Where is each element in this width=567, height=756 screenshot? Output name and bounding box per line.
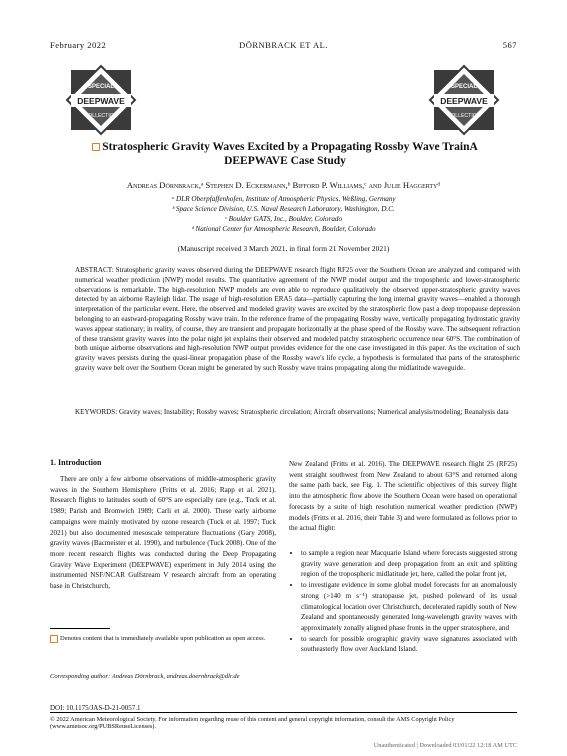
title-line-2: DEEPWAVE Case Study <box>224 155 346 167</box>
badge-special-text: SPECIAL <box>450 84 478 90</box>
doi[interactable]: DOI: 10.1175/JAS-D-21-0057.1 <box>50 704 141 712</box>
affiliation-a: ᵃ DLR Oberpfaffenhofen, Institute of Atmospheric Physics, Weßling, Germany <box>171 195 396 203</box>
article-title <box>70 140 500 168</box>
badge-collection-text: COLLECTION <box>447 113 481 119</box>
deepwave-collection-badge-right <box>428 64 500 136</box>
affiliation-b: ᵇ Space Science Division, U.S. Naval Research Laboratory, Washington, D.C. <box>172 205 395 213</box>
objective-item: • to search for possible orographic gravity wave signatures associated with southeasterly flow over Auckland Island. <box>301 634 517 655</box>
open-access-icon <box>92 143 100 151</box>
footnote-rule <box>50 628 110 629</box>
badge-special-text: SPECIAL <box>87 84 115 90</box>
keywords: KEYWORDS: Gravity waves; Instability; Rossby waves; Stratospheric circulation; Aircraft observations; Numerical analysis/modeling; Reanalysis data <box>75 408 509 416</box>
copyright-notice: © 2022 American Meteorological Society. For information regarding reuse of this content and general copyright information, consult the AMS Copyright Policy (www.ametsoc.org/PUBSReuseLicenses). <box>50 716 455 730</box>
running-head-date: February 2022 <box>50 40 107 50</box>
abstract: ABSTRACT: Stratospheric gravity waves observed during the DEEPWAVE research flight RF25 over the Southern Ocean are analyzed and compared with numerical weather prediction (NWP) model results. The quantitative agreement of the NWP model output and the tropospheric and lower-stratospheric observations is remarkable. The high-resolution NWP models are even able to reproduce qualitatively the observed upper-stratospheric gravity waves detected by an airborne Rayleigh lidar. The usage of high-resolution ERA5 data—partially capturing the long internal gravity waves—enabled a thorough interpretation of the particular event. Here, the observed and modeled gravity waves are excited by the stratospheric flow past a deep tropopause depression belonging to an eastward-propagating Rossby wave train. In the reference frame of the propagating Rossby wave, vertically propagating hydrostatic gravity waves appear stationary; in reality, of course, they are transient and propagate horizontally at the phase speed of the Rossby wave. The subsequent refraction of these transient gravity waves into the polar night jet explains their observed and modeled patchy stratospheric occurrence near 60°S. The combination of both unique airborne observations and high-resolution NWP output provides evidence for the one case investigated in this paper. As the excitation of such gravity waves persists during the quasi-linear propagation phase of the Rossby wave's life cycle, a hypothesis is formulated that parts of the stratospheric gravity wave belt over the Southern Ocean might be generated by such Rossby wave trains propagating along the midlatitude waveguide. <box>75 266 520 372</box>
affiliation-d: ᵈ National Center for Atmospheric Research, Boulder, Colorado <box>191 225 376 233</box>
objectives-list <box>289 548 517 655</box>
footer-rule <box>50 712 517 713</box>
badge-deepwave-text: DEEPWAVE <box>440 96 488 106</box>
open-access-icon <box>50 635 58 643</box>
affiliation-c: ᶜ Boulder GATS, Inc., Boulder, Colorado <box>224 215 343 223</box>
objective-item: • to investigate evidence in some global model forecasts for an anomalously strong (>140 m s⁻¹) stratopause jet, pushed poleward of its usual climatological location over Christchurch, decelerated rapidly south of New Zealand and spontaneously generated long-wavelength gravity waves with approximately zonally aligned phase fronts in the upper stratosphere, and <box>301 580 517 634</box>
intro-paragraph-left: There are only a few airborne observations of middle-atmospheric gravity waves in the Southern Hemisphere (Fritts et al. 2016; Rapp et al. 2021). Research flights to latitudes south of 60°S are especially rare (e.g., Tuck et al. 1989; Parish and Bromwich 1989; Carli et al. 2000). These early airborne campaigns were mainly motivated by ozone research (Tuck et al. 1997; Tuck 2021) but also documented mesoscale temperature fluctuations (Gary 2008), gravity waves (Bacmeister et al. 1990), and turbulence (Tuck 2008). One of the more recent research flights was conducted during the Deep Propagating Gravity Wave Experiment (DEEPWAVE) experiment in July 2014 using the instrumented NSF/NCAR Gulfstream V research aircraft from an operating base in Christchurch, <box>50 475 276 591</box>
badge-collection-text: COLLECTION <box>84 113 118 119</box>
open-access-footnote: Denotes content that is immediately available upon publication as open access. <box>50 634 276 645</box>
author-list: Andreas Dörnbrack,ᵃ Stephen D. Eckermann,ᵇ Bifford P. Williams,ᶜ and Julie Haggertyᵈ <box>126 180 441 190</box>
manuscript-received: (Manuscript received 3 March 2021, in final form 21 November 2021) <box>177 244 390 253</box>
corresponding-author: Corresponding author: Andreas Dörnbrack, andreas.doernbrack@dlr.de <box>50 673 240 680</box>
section-heading-introduction: 1. Introduction <box>50 458 102 467</box>
title-line-1: Stratospheric Gravity Waves Excited by a Propagating Rossby Wave TrainA <box>102 141 478 153</box>
badge-deepwave-text: DEEPWAVE <box>77 96 125 106</box>
page-number: 567 <box>502 40 517 50</box>
objective-item: • to sample a region near Macquarie Island where forecasts suggested strong gravity wave generation and deep propagation from an exit and splitting region of the tropospheric midlatitude jet, here, called the polar front jet, <box>301 548 517 580</box>
download-stamp: Unauthenticated | Downloaded 03/01/22 12:18 AM UTC <box>373 742 517 749</box>
deepwave-collection-badge-left <box>65 64 137 136</box>
intro-paragraph-right: New Zealand (Fritts et al. 2016). The DEEPWAVE research flight 25 (RF25) went straight southwest from New Zealand to about 63°S and returned along the same path back, see Fig. 1. The scientific objectives of this survey flight into the atmospheric flow above the Southern Ocean were based on operational forecasts by a suite of high resolution numerical weather prediction (NWP) models (Fritts et al. 2016, their Table 3) and were formulated as follows prior to the actual flight: <box>289 460 517 533</box>
running-head-authors: DÖRNBRACK ET AL. <box>239 40 328 50</box>
